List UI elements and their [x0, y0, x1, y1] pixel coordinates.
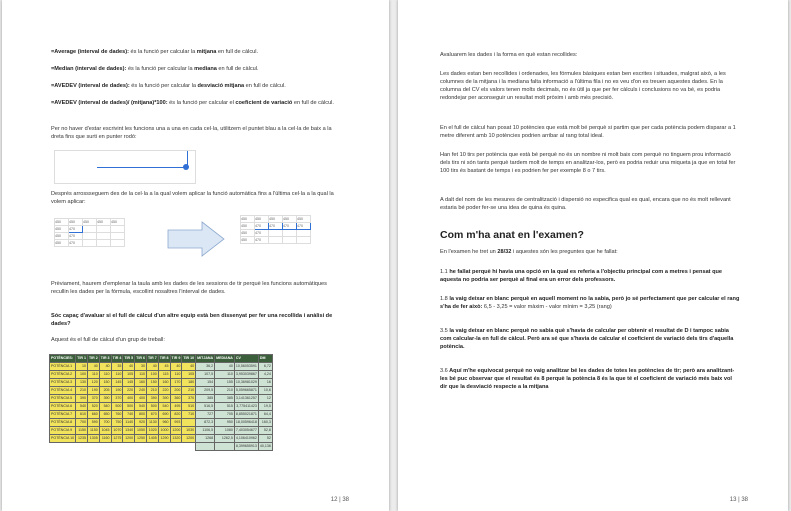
table-cell: 110: [170, 371, 182, 379]
sheet-before: [54, 218, 125, 247]
def-median: =Median (interval de dades): és la funció per calcular la mediana en full de càlcul.: [51, 66, 259, 72]
sheet-cell[interactable]: [97, 226, 111, 233]
sheet-cell[interactable]: [283, 230, 297, 237]
table-header-cell: TIR 2: [87, 355, 99, 363]
table-cell: 495: [170, 403, 182, 411]
def-average: =Average (interval de dades): és la funció per calcular la mitjana en full de càlcul.: [51, 49, 259, 55]
table-cell: POTÈNCIA 9: [50, 427, 76, 435]
table-cell: 4,24: [258, 371, 272, 379]
table-cell: 16: [258, 379, 272, 387]
table-header-cell: TIR 3: [99, 355, 111, 363]
table-cell: 1020: [146, 427, 158, 435]
para-arrossegar: Després arrossseguem des de la cel·la a la qual volem aplicar la funció automàtica fins a l'última cel·la a la qual la volem aplicar:: [51, 191, 334, 205]
table-cell: 1200: [123, 435, 135, 443]
table-cell: 370: [182, 395, 196, 403]
page-number: 12 | 38: [330, 497, 349, 503]
sheet-cell[interactable]: 450: [297, 216, 311, 223]
table-cell: 8,855021871: [234, 411, 258, 419]
table-cell: 1290: [158, 435, 170, 443]
table-cell: 750: [111, 419, 123, 427]
table-cell: 160,3: [258, 419, 272, 427]
table-cell: 510: [182, 403, 196, 411]
table-row: [50, 371, 273, 379]
table-header-row: [50, 355, 273, 363]
table-cell: 40: [123, 363, 135, 371]
table-cell: 110: [215, 371, 235, 379]
sheet-cell[interactable]: [111, 240, 125, 247]
table-cell: 10: [76, 363, 88, 371]
table-cell: 1150: [87, 427, 99, 435]
table-cell: 155: [215, 379, 235, 387]
def-avedev: =AVEDEV (interval de dades): és la funció per calcular la desviació mitjana en full de càlcul.: [51, 83, 286, 89]
table-cell: 10,6: [258, 387, 272, 395]
table-row: [50, 427, 273, 435]
table-cell: 590: [87, 419, 99, 427]
def-coef-variacio: =AVEDEV (interval de dades)/ (mitjana)*100: és la funció per calcular el coeficient de variació en full de càlcul.: [51, 100, 334, 106]
table-header-cell: TIR 7: [146, 355, 158, 363]
para-full-calcul: Aquest és el full de càlcul d'un grup de treball:: [51, 337, 165, 343]
sheet-cell[interactable]: 450: [97, 219, 111, 226]
table-cell: 3,775411423: [234, 403, 258, 411]
table-cell: 40: [182, 363, 196, 371]
table-cell: 3,141361257: [234, 395, 258, 403]
sheet-cell[interactable]: 450: [255, 216, 269, 223]
table-cell: 993: [170, 419, 182, 427]
table-header-cell: TIR 10: [182, 355, 196, 363]
table-cell: 1160: [99, 435, 111, 443]
table-cell: 740: [123, 411, 135, 419]
exam-heading: Com m'ha anat en l'examen?: [440, 229, 584, 241]
table-footer-row: [50, 443, 273, 451]
table-cell: 40: [170, 363, 182, 371]
sheet-cell[interactable]: 470: [255, 237, 269, 244]
table-cell: 110: [99, 371, 111, 379]
sheet-cell[interactable]: [297, 230, 311, 237]
table-cell: 209,5: [196, 387, 215, 395]
para-dades: Les dades estan ben recollides i ordenades, les fórmules bàsiques estan ben escrites i situades, malgrat això, a les columnes de la mitjana i la mediana falta informació a l'última fila i no es veu d'on es treuen aquestes dades. En la columna del CV els valors tenen molts decimals, no és útil ja que per fer càlculs i conclusions no va bé, es podria redondejar per aconseguir un resultat molt pròxim i amb més precisió.: [440, 71, 726, 101]
table-cell: 1080: [215, 427, 235, 435]
table-cell: 10,56053591: [234, 363, 258, 371]
table-row: [50, 379, 273, 387]
table-cell: 40: [87, 363, 99, 371]
table-cell: [182, 419, 196, 427]
table-cell: 110: [111, 371, 123, 379]
para-previament: Prèviament, haurem d'emplenar la taula amb les dades de les sessions de tir perquè les funcions automàtiques recullin les dades per la fórmula, escollint nosaltres l'interval de dades.: [51, 281, 327, 295]
question-1-8: 1.8 la vaig deixar en blanc perquè en aquell moment no la sabia, però jo sé perfectament que per calcular el rang s'ha de fer això: 6,5 - 3,25 = valor màxim - valor mínim = 3,25 (rang): [440, 296, 740, 310]
table-cell: 110: [87, 371, 99, 379]
table-cell: 1045: [99, 427, 111, 435]
table-row: [50, 411, 273, 419]
table-cell: 10,36981029: [234, 379, 258, 387]
table-cell: 540: [76, 403, 88, 411]
table-cell: 370: [111, 395, 123, 403]
table-footer-cell: [50, 443, 76, 451]
sheet-cell[interactable]: [283, 237, 297, 244]
table-cell: POTÈNCIA 2: [50, 371, 76, 379]
table-cell: 540: [158, 403, 170, 411]
table-cell: 145: [123, 379, 135, 387]
sheet-cell[interactable]: 450: [111, 219, 125, 226]
table-header-cell: DM: [258, 355, 272, 363]
sheet-cell[interactable]: [111, 226, 125, 233]
table-header-cell: POTÈNCIES:: [50, 355, 76, 363]
page-13: [398, 0, 788, 511]
table-cell: 40: [215, 363, 235, 371]
sheet-cell[interactable]: 450: [269, 216, 283, 223]
table-cell: 370: [87, 395, 99, 403]
table-cell: 1275: [111, 435, 123, 443]
table-cell: 540: [99, 403, 111, 411]
table-footer-cell: 40,136: [258, 443, 272, 451]
table-cell: 170: [170, 379, 182, 387]
question-heading: Sóc capaç d'avaluar si el full de càlcul d'un altre equip està ben dissenyat per fer una recollida i anàlisi de dades?: [51, 313, 333, 327]
sheet-cell[interactable]: 450: [55, 226, 69, 233]
sheet-cell[interactable]: 470: [255, 230, 269, 237]
sheet-cell[interactable]: 470: [69, 233, 83, 240]
sheet-row: [241, 237, 311, 244]
sheet-cell[interactable]: 450: [83, 219, 97, 226]
sheet-cell[interactable]: 470: [297, 223, 311, 230]
para-puntet-blau: Per no haver d'estar escrivint les funcions una a una en cada cel·la, utilitzem el puntet blau a la cel·la de baix a la dreta fins que surti en punter rodó:: [51, 126, 332, 140]
sheet-cell[interactable]: [269, 237, 283, 244]
table-cell: 52,8: [258, 427, 272, 435]
table-cell: 100: [76, 371, 88, 379]
table-footer-cell: [135, 443, 147, 451]
table-cell: 107,5: [196, 371, 215, 379]
table-header-cell: MITJANA: [196, 355, 215, 363]
table-cell: 540: [135, 403, 147, 411]
table-cell: 19,5: [258, 403, 272, 411]
table-cell: 45: [158, 363, 170, 371]
table-cell: 1405: [146, 435, 158, 443]
sheet-cell[interactable]: 450: [241, 230, 255, 237]
table-cell: 145: [111, 379, 123, 387]
sheet-row: [55, 240, 125, 247]
table-cell: 120: [87, 379, 99, 387]
sheet-cell[interactable]: [83, 226, 97, 233]
table-cell: 36,2: [196, 363, 215, 371]
sheet-cell[interactable]: [269, 230, 283, 237]
table-cell: 4,106410962: [234, 435, 258, 443]
table-cell: 660: [87, 411, 99, 419]
sheet-row: [241, 216, 311, 223]
table-cell: 500: [146, 403, 158, 411]
para-potencies: En el full de càlcul han posat 10 potències que està molt bé perquè si partim que per cada potència podem disparar a 1 metre diferent amb 10 potències podrien arribar al rang total ideal.: [440, 125, 736, 139]
sheet-cell[interactable]: [83, 233, 97, 240]
table-header-cell: TIR 8: [158, 355, 170, 363]
table-cell: 520: [87, 403, 99, 411]
table-cell: 150: [99, 379, 111, 387]
table-cell: 920: [135, 419, 147, 427]
table-cell: 390: [99, 395, 111, 403]
table-cell: 1235: [76, 435, 88, 443]
table-row: [50, 435, 273, 443]
table-cell: 115: [158, 371, 170, 379]
table-cell: 500: [123, 403, 135, 411]
table-cell: POTÈNCIA 7: [50, 411, 76, 419]
table-cell: POTÈNCIA 1: [50, 363, 76, 371]
table-cell: 200: [170, 387, 182, 395]
sheet-cell[interactable]: 470: [269, 223, 283, 230]
table-cell: 1140: [123, 419, 135, 427]
sheet-cell[interactable]: [111, 233, 125, 240]
table-cell: 40: [146, 363, 158, 371]
table-cell: 18,00596418: [234, 419, 258, 427]
table-cell: POTÈNCIA 8: [50, 419, 76, 427]
table-cell: 105: [182, 371, 196, 379]
sheet-cell[interactable]: 450: [55, 240, 69, 247]
cell-selection-illustration: [54, 150, 196, 184]
table-footer-cell: 8,399655913: [234, 443, 258, 451]
table-cell: 385: [215, 395, 235, 403]
table-cell: 205: [99, 387, 111, 395]
table-cell: 210: [146, 387, 158, 395]
table-cell: 360: [170, 395, 182, 403]
sheet-cell[interactable]: 470: [69, 226, 83, 233]
sheet-cell[interactable]: 450: [55, 233, 69, 240]
question-1-1: 1.1 he fallat perquè hi havia una opció en la qual es referia a l'objectiu principal com a metres i pensat que aquesta no podria ser perquè al final era un error dels professors.: [440, 269, 723, 283]
table-footer-cell: [182, 443, 196, 451]
table-cell: 150: [146, 379, 158, 387]
table-header-cell: TIR 1: [76, 355, 88, 363]
table-row: [50, 403, 273, 411]
table-cell: POTÈNCIA 6: [50, 403, 76, 411]
table-cell: 705: [215, 411, 235, 419]
para-mesures: A dalt del nom de les mesures de centralització i dispersió no especifica qual es qual, encara que no és molt rellevant estaria bé poder fer-se una idea de quina és quina.: [440, 197, 731, 211]
table-cell: 700: [76, 419, 88, 427]
table-footer-cell: [196, 443, 215, 451]
sheet-cell[interactable]: 470: [255, 223, 269, 230]
table-cell: 727: [196, 411, 215, 419]
table-cell: 800: [135, 411, 147, 419]
table-cell: 180: [182, 379, 196, 387]
table-cell: 30: [135, 363, 147, 371]
sheet-row: [55, 219, 125, 226]
table-cell: 1050: [135, 427, 147, 435]
table-header-cell: TIR 6: [135, 355, 147, 363]
table-cell: 240: [135, 387, 147, 395]
table-cell: 500: [111, 403, 123, 411]
arrow-right-icon: [166, 220, 226, 258]
table-cell: 1320: [170, 435, 182, 443]
question-3-6: 3.6 Aquí m'he equivocat perquè no vaig analitzar bé les dades de totes les potències de tir; però ara analitzant-les bé puc observar que el resultat és 8 perquè la potència 8 és la que té el coeficient de variació més baix vol dir que la desviació respecte a la mitjana: [440, 368, 735, 390]
table-cell: 385: [196, 395, 215, 403]
table-cell: 35: [111, 363, 123, 371]
table-header-cell: TIR 5: [123, 355, 135, 363]
table-cell: 64,4: [258, 411, 272, 419]
table-cell: 220: [123, 387, 135, 395]
table-footer-cell: [87, 443, 99, 451]
sheet-cell[interactable]: [297, 237, 311, 244]
sheet-cell[interactable]: [97, 240, 111, 247]
table-cell: POTÈNCIA 10: [50, 435, 76, 443]
table-cell: 516,5: [196, 403, 215, 411]
table-header-cell: TIR 4: [111, 355, 123, 363]
table-cell: 700: [99, 419, 111, 427]
sheet-cell[interactable]: 450: [241, 216, 255, 223]
sheet-cell[interactable]: 470: [283, 223, 297, 230]
para-tirs: Han fet 10 tirs per potència que està bé perquè no és un nombre ni molt baix com perquè no tinguem prou informació dels tirs ni són tants perquè tardem molt de temps en analitzar-los, però es podria reduir una miqueta ja que en total fer 100 tirs és bastant de temps i es podrien fer per exemple 8 o 7 tirs.: [440, 152, 736, 174]
page-number: 13 | 38: [729, 497, 748, 503]
table-cell: 760: [111, 411, 123, 419]
table-cell: 610: [76, 411, 88, 419]
table-cell: POTÈNCIA 5: [50, 395, 76, 403]
fill-handle-icon[interactable]: [183, 164, 189, 170]
table-cell: 390: [76, 395, 88, 403]
sheet-cell[interactable]: 450: [55, 219, 69, 226]
table-cell: 220: [158, 387, 170, 395]
table-cell: 210: [215, 387, 235, 395]
table-cell: 130: [76, 379, 88, 387]
question-3-5: 3.5 la vaig deixar en blanc perquè no sabia què s'havia de calcular per obtenir el resultat de D i tampoc sabia com calcular-la en full de càlcul. Però ara sé que s'havia de calcular el coeficient de variació dels tirs d'aquella potència.: [440, 328, 734, 350]
table-cell: 400: [123, 395, 135, 403]
table-header-cell: TIR 9: [170, 355, 182, 363]
table-cell: 1070: [111, 427, 123, 435]
table-cell: 154: [196, 379, 215, 387]
table-footer-cell: [158, 443, 170, 451]
table-row: [50, 419, 273, 427]
table-footer-cell: [215, 443, 235, 451]
table-cell: 190: [111, 387, 123, 395]
data-table: [49, 354, 273, 451]
table-cell: 390: [158, 395, 170, 403]
exam-intro: En l'examen he tret un 28/32 i aquestes són les preguntes que he fallat:: [440, 249, 618, 255]
table-cell: 160: [158, 379, 170, 387]
table-cell: 515: [215, 403, 235, 411]
sheet-cell[interactable]: 450: [241, 237, 255, 244]
table-cell: 6,72: [258, 363, 272, 371]
sheet-cell[interactable]: 450: [283, 216, 297, 223]
sheet-after: [240, 215, 311, 244]
table-header-cell: MEDIANA: [215, 355, 235, 363]
table-cell: 190: [87, 387, 99, 395]
table-cell: 52: [258, 435, 272, 443]
table-footer-cell: [111, 443, 123, 451]
sheet-cell[interactable]: [97, 233, 111, 240]
sheet-cell[interactable]: 450: [241, 223, 255, 230]
table-row: [50, 363, 273, 371]
table-cell: 7,403054677: [234, 427, 258, 435]
table-cell: 710: [182, 411, 196, 419]
table-cell: 960: [158, 419, 170, 427]
table-cell: 1340: [123, 427, 135, 435]
table-cell: 5,059665871: [234, 387, 258, 395]
table-footer-cell: [146, 443, 158, 451]
table-cell: 3,953039867: [234, 371, 258, 379]
sheet-row: [55, 226, 125, 233]
table-cell: 670: [146, 411, 158, 419]
sheet-row: [241, 223, 311, 230]
table-cell: 105: [123, 371, 135, 379]
table-cell: POTÈNCIA 4: [50, 387, 76, 395]
table-cell: 210: [182, 387, 196, 395]
table-cell: 1130: [146, 419, 158, 427]
table-cell: POTÈNCIA 3: [50, 379, 76, 387]
table-footer-cell: [99, 443, 111, 451]
table-cell: 160: [135, 379, 147, 387]
table-cell: 100: [146, 371, 158, 379]
table-cell: 1106,5: [196, 427, 215, 435]
table-cell: 1200: [182, 435, 196, 443]
table-cell: 872,3: [196, 419, 215, 427]
table-cell: 1250: [135, 435, 147, 443]
sheet-cell[interactable]: 470: [69, 240, 83, 247]
table-footer-cell: [76, 443, 88, 451]
sheet-row: [55, 233, 125, 240]
table-cell: 40: [99, 363, 111, 371]
table-row: [50, 395, 273, 403]
table-header-cell: CV: [234, 355, 258, 363]
para-avaluarem: Avaluarem les dades i la forma en què estan recollides:: [440, 52, 578, 58]
table-cell: 1030: [182, 427, 196, 435]
table-cell: 690: [158, 411, 170, 419]
table-cell: 1305: [87, 435, 99, 443]
table-cell: 12: [258, 395, 272, 403]
table-cell: 1268: [196, 435, 215, 443]
table-cell: 210: [76, 387, 88, 395]
sheet-cell[interactable]: [83, 240, 97, 247]
table-footer-cell: [170, 443, 182, 451]
sheet-cell[interactable]: 450: [69, 219, 83, 226]
table-cell: 1200: [170, 427, 182, 435]
table-cell: 950: [215, 419, 235, 427]
table-cell: 650: [99, 411, 111, 419]
table-cell: 390: [146, 395, 158, 403]
table-row: [50, 387, 273, 395]
table-cell: 400: [135, 395, 147, 403]
table-cell: 820: [170, 411, 182, 419]
sheet-row: [241, 230, 311, 237]
page-12: [2, 0, 389, 511]
table-cell: 110: [135, 371, 147, 379]
table-cell: 1262,5: [215, 435, 235, 443]
table-footer-cell: [123, 443, 135, 451]
table-cell: 1000: [158, 427, 170, 435]
table-cell: 1150: [76, 427, 88, 435]
